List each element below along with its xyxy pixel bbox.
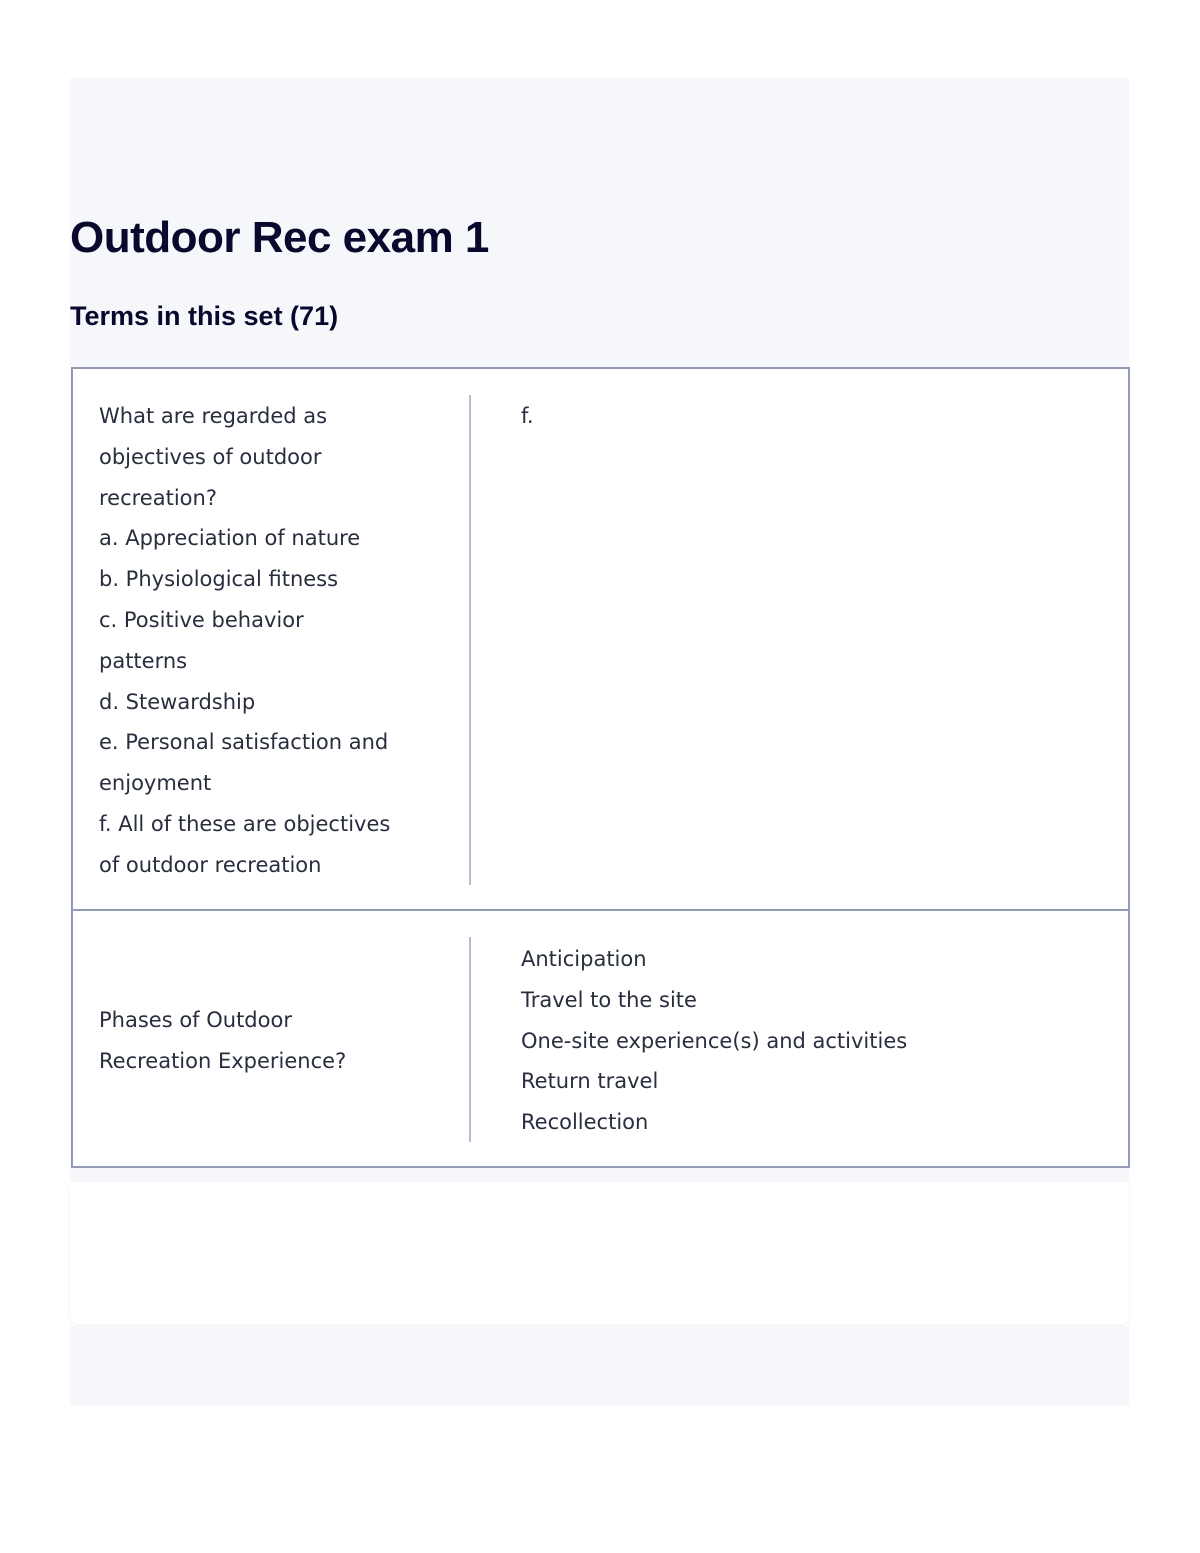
term-line: Phases of Outdoor	[99, 1008, 292, 1032]
term-line: c. Positive behavior	[99, 607, 304, 632]
term-line: objectives of outdoor	[99, 444, 322, 469]
term-text	[99, 396, 439, 886]
definition-line: Recollection	[521, 1110, 649, 1135]
term-line: b. Physiological fitness	[99, 567, 339, 592]
content-footer-area	[70, 1182, 1129, 1324]
terms-count-heading: Terms in this set (71)	[70, 301, 339, 331]
card-divider	[469, 937, 471, 1142]
definition-text	[521, 939, 1101, 1143]
term-card	[71, 367, 1130, 911]
card-divider	[469, 395, 471, 885]
term-line: What are regarded as	[99, 404, 328, 428]
definition-line: f.	[521, 404, 534, 428]
set-title: Outdoor Rec exam 1	[70, 213, 489, 262]
term-line: f. All of these are objectives	[99, 811, 391, 836]
term-line: Recreation Experience?	[99, 1048, 347, 1073]
term-line: e. Personal satisfaction and	[99, 730, 389, 755]
definition-line: Return travel	[521, 1069, 659, 1094]
footer-band	[70, 1326, 1129, 1406]
term-card	[71, 909, 1130, 1168]
term-line: of outdoor recreation	[99, 852, 322, 877]
term-line: a. Appreciation of nature	[99, 526, 361, 551]
definition-line: Anticipation	[521, 947, 647, 971]
term-line: patterns	[99, 648, 188, 673]
definition-line: One-site experience(s) and activities	[521, 1028, 908, 1053]
term-line: recreation?	[99, 485, 217, 510]
term-text	[99, 1000, 439, 1082]
definition-line: Travel to the site	[521, 987, 697, 1012]
term-line: enjoyment	[99, 771, 212, 796]
term-line: d. Stewardship	[99, 689, 256, 714]
definition-text	[521, 396, 1101, 437]
